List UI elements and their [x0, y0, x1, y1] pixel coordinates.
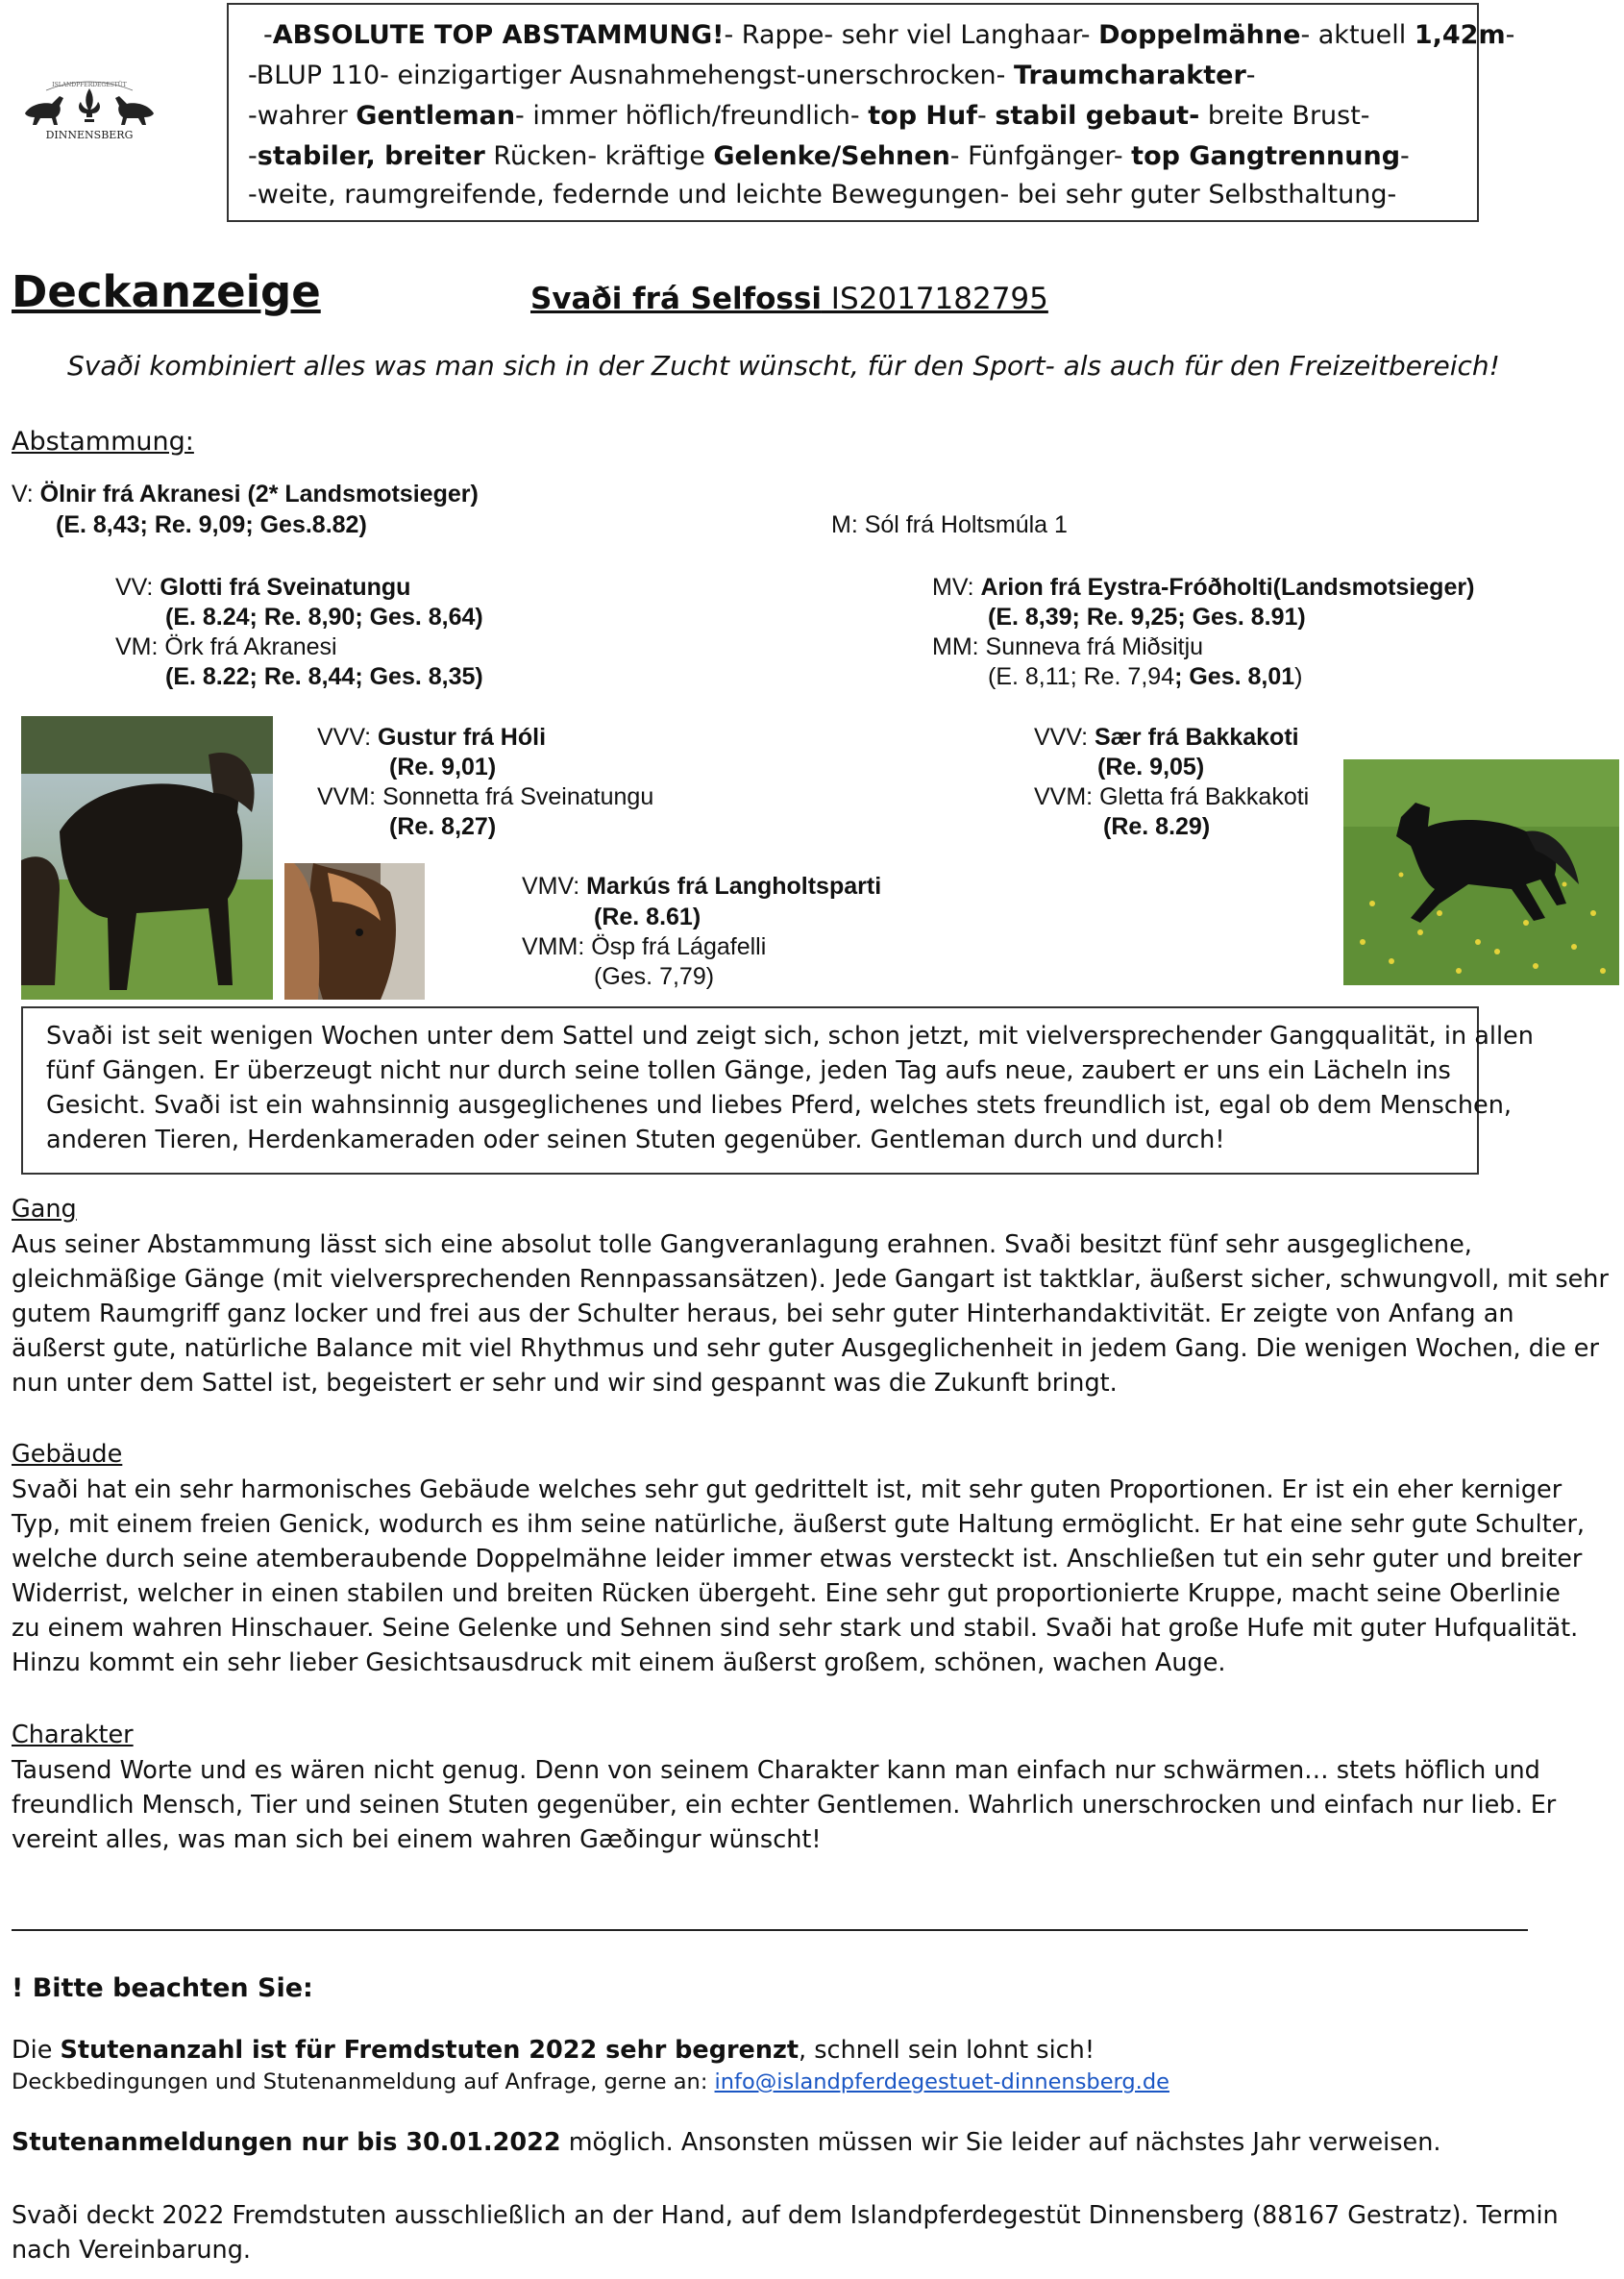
highlight-run: -: [1400, 141, 1410, 171]
gang-line: äußerst gute, natürliche Balance mit viel Rhythmus und sehr guter Ausgeglichenheit in jedem Gang. Die wenigen Wochen, die er: [12, 1334, 1599, 1363]
notice-heading: ! Bitte beachten Sie:: [12, 1973, 313, 2003]
highlights-line-3: [248, 101, 1496, 131]
highlights-line-2: [248, 61, 1496, 90]
pedigree-mv-scores: (E. 8,39; Re. 9,25; Ges. 8.91): [988, 604, 1306, 631]
pedigree-sire-scores: (E. 8,43; Re. 9,09; Ges.8.82): [56, 511, 367, 538]
horse-photo-portrait: [284, 863, 425, 1000]
pedigree-heading: Abstammung:: [12, 427, 194, 457]
description-line: Svaði ist seit wenigen Wochen unter dem Sattel und zeigt sich, schon jetzt, mit vielversprechender Gangqualität, in allen: [46, 1022, 1534, 1051]
notice-limited: Die Stutenanzahl ist für Fremdstuten 2022 sehr begrenzt, schnell sein lohnt sich!: [12, 2036, 1095, 2065]
stud-logo: [17, 75, 161, 142]
highlight-run: -weite, raumgreifende, federnde und leichte Bewegungen- bei sehr guter Selbsthaltung-: [248, 180, 1397, 210]
pedigree-mvv: VVV: Sær frá Bakkakoti: [1034, 724, 1299, 751]
horse-registration-id: IS2017182795: [821, 282, 1048, 316]
horse-photo-galloping: [1343, 759, 1619, 985]
highlight-run: 1,42m: [1414, 20, 1506, 50]
pedigree-vmm-scores: (Ges. 7,79): [594, 963, 715, 990]
highlight-run: Gentleman: [356, 101, 516, 131]
page-title: Deckanzeige: [12, 266, 321, 317]
pedigree-vmv: VMV: Markús frá Langholtsparti: [522, 873, 882, 900]
highlights-line-4: [248, 141, 1496, 171]
highlight-run: Rücken- kräftige: [484, 141, 714, 171]
highlight-run: - Rappe- sehr viel Langhaar-: [724, 20, 1099, 50]
notice-contact: Deckbedingungen und Stutenanmeldung auf Anfrage, gerne an: info@islandpferdegestuet-dinnensberg.de: [12, 2069, 1169, 2094]
description-line: fünf Gängen. Er überzeugt nicht nur durch seine tollen Gänge, jeden Tag aufs neue, zaubert er uns ein Lächeln ins: [46, 1056, 1451, 1085]
highlight-run: stabil gebaut-: [995, 101, 1200, 131]
highlight-run: -wahrer: [248, 101, 357, 131]
svg-text:DINNENSBERG: DINNENSBERG: [45, 129, 134, 141]
svg-text:ISLANDPFERDEGESTÜT: ISLANDPFERDEGESTÜT: [52, 82, 127, 88]
description-line: Gesicht. Svaði ist ein wahnsinnig ausgeglichenes und liebes Pferd, welches stets freundlich ist, egal ob dem Menschen,: [46, 1091, 1512, 1120]
pedigree-vm: VM: Örk frá Akranesi: [115, 633, 337, 660]
pedigree-vmv-scores: (Re. 8.61): [594, 904, 701, 930]
highlight-run: Doppelmähne: [1098, 20, 1301, 50]
charakter-line: freundlich Mensch, Tier und seinen Stuten gegenüber, ein echter Gentlemen. Wahrlich unerschrocken und einfach nur lieb. Er: [12, 1791, 1557, 1820]
highlight-run: ABSOLUTE TOP ABSTAMMUNG!: [272, 20, 725, 50]
gang-heading: Gang: [12, 1195, 77, 1224]
horse-name: [530, 282, 1048, 316]
highlight-run: Gelenke/Sehnen: [713, 141, 950, 171]
highlight-run: Traumcharakter: [1013, 61, 1246, 90]
pedigree-vm-scores: (E. 8.22; Re. 8,44; Ges. 8,35): [165, 663, 483, 690]
charakter-line: Tausend Worte und es wären nicht genug. Denn von seinem Charakter kann man einfach nur schwärmen… stets höflich und: [12, 1756, 1540, 1785]
description-line: anderen Tieren, Herdenkameraden oder seinen Stuten gegenüber. Gentleman durch und durch!: [46, 1126, 1225, 1154]
pedigree-vvm-scores: (Re. 8,27): [389, 813, 497, 840]
pedigree-vvm: VVM: Sonnetta frá Sveinatungu: [317, 783, 654, 810]
pedigree-vv: VV: Glotti frá Sveinatungu: [115, 574, 411, 601]
charakter-line: vereint alles, was man sich bei einem wahren Gæðingur wünscht!: [12, 1825, 822, 1854]
highlights-line-1: [263, 20, 1515, 50]
pedigree-mm-scores: (E. 8,11; Re. 7,94; Ges. 8,01): [988, 663, 1303, 690]
notice-deadline: Stutenanmeldungen nur bis 30.01.2022 möglich. Ansonsten müssen wir Sie leider auf nächstes Jahr verweisen.: [12, 2128, 1441, 2157]
pedigree-vmm: VMM: Ösp frá Lágafelli: [522, 933, 767, 960]
highlight-run: - immer höflich/freundlich-: [515, 101, 869, 131]
pedigree-mvm-scores: (Re. 8.29): [1103, 813, 1211, 840]
slogan: Svaði kombiniert alles was man sich in der Zucht wünscht, für den Sport- als auch für den Freizeitbereich!: [67, 350, 1500, 382]
pedigree-vvv: VVV: Gustur frá Hóli: [317, 724, 547, 751]
pedigree-vv-scores: (E. 8.24; Re. 8,90; Ges. 8,64): [165, 604, 483, 631]
pedigree-mv: MV: Arion frá Eystra-Fróðholti(Landsmotsieger): [932, 574, 1475, 601]
highlight-run: breite Brust-: [1199, 101, 1370, 131]
highlight-run: - aktuell: [1300, 20, 1415, 50]
gebaeude-line: zu einem wahren Hinschauer. Seine Gelenke und Sehnen sind sehr stark und stabil. Svaði hat große Hufe mit guter Hufqualität.: [12, 1614, 1579, 1643]
notice-location-line: nach Vereinbarung.: [12, 2236, 251, 2265]
highlight-run: -: [1505, 20, 1515, 50]
pedigree-mvm: VVM: Gletta frá Bakkakoti: [1034, 783, 1310, 810]
charakter-heading: Charakter: [12, 1721, 134, 1749]
horses-logo-icon: [17, 75, 161, 142]
gebaeude-line: Hinzu kommt ein sehr lieber Gesichtsausdruck mit einem äußerst großem, schönen, wachen Auge.: [12, 1648, 1226, 1677]
highlight-run: - Fünfgänger-: [949, 141, 1132, 171]
description-box: [21, 1006, 1534, 1175]
highlights-box: [227, 3, 1515, 222]
gebaeude-line: Widerrist, welcher in einen stabilen und breiten Rücken übergeht. Eine sehr gut proportionierte Kruppe, macht seine Oberlinie: [12, 1579, 1561, 1608]
highlight-run: top Huf: [868, 101, 977, 131]
highlight-run: -: [977, 101, 996, 131]
pedigree-mm: MM: Sunneva frá Miðsitju: [932, 633, 1204, 660]
pedigree-sire: V: Ölnir frá Akranesi (2* Landsmotsieger): [12, 481, 479, 508]
highlight-run: stabiler, breiter: [257, 141, 485, 171]
highlight-run: -BLUP 110- einzigartiger Ausnahmehengst-unerschrocken-: [248, 61, 1014, 90]
horse-photo-pasture: [21, 716, 273, 1000]
highlight-run: top Gangtrennung: [1131, 141, 1401, 171]
gebaeude-line: welche durch seine atemberaubende Doppelmähne leider immer etwas versteckt ist. Anschließen tut ein sehr guter und breiter: [12, 1545, 1583, 1573]
gang-line: gleichmäßige Gänge (mit vielversprechenden Rennpassansätzen). Jede Gangart ist taktklar, äußerst sicher, schwungvoll, mit sehr: [12, 1265, 1609, 1294]
gang-line: gutem Raumgriff ganz locker und frei aus der Schulter heraus, bei sehr guter Hinterhandaktivität. Er zeigte von Anfang an: [12, 1300, 1514, 1328]
gang-line: nun unter dem Sattel ist, begeistert er sehr und wir sind gespannt was die Zukunft bringt.: [12, 1369, 1118, 1398]
notice-location-line: Svaði deckt 2022 Fremdstuten ausschließlich an der Hand, auf dem Islandpferdegestüt Dinnensberg (88167 Gestratz). Termin: [12, 2201, 1559, 2230]
pedigree-mvv-scores: (Re. 9,05): [1097, 754, 1205, 780]
gebaeude-line: Typ, mit einem freien Genick, wodurch es ihm seine natürliche, äußerst gute Haltung ermöglicht. Er hat eine sehr gute Schulter,: [12, 1510, 1586, 1539]
horse-name-text: Svaði frá Selfossi: [530, 282, 822, 316]
email-link[interactable]: info@islandpferdegestuet-dinnensberg.de: [714, 2069, 1169, 2094]
highlight-run: -: [1245, 61, 1256, 90]
highlight-run: -: [248, 141, 258, 171]
pedigree-dam: M: Sól frá Holtsmúla 1: [831, 511, 1068, 538]
highlights-line-5: [248, 180, 1496, 210]
gang-line: Aus seiner Abstammung lässt sich eine absolut tolle Gangveranlagung erahnen. Svaði besitzt fünf sehr ausgeglichene,: [12, 1230, 1472, 1259]
divider: [12, 1929, 1528, 1931]
highlight-run: -: [263, 20, 273, 50]
gebaeude-heading: Gebäude: [12, 1440, 123, 1469]
gebaeude-line: Svaði hat ein sehr harmonisches Gebäude welches sehr gut gedrittelt ist, mit sehr guten Proportionen. Er ist ein eher kerniger: [12, 1475, 1562, 1504]
pedigree-vvv-scores: (Re. 9,01): [389, 754, 497, 780]
